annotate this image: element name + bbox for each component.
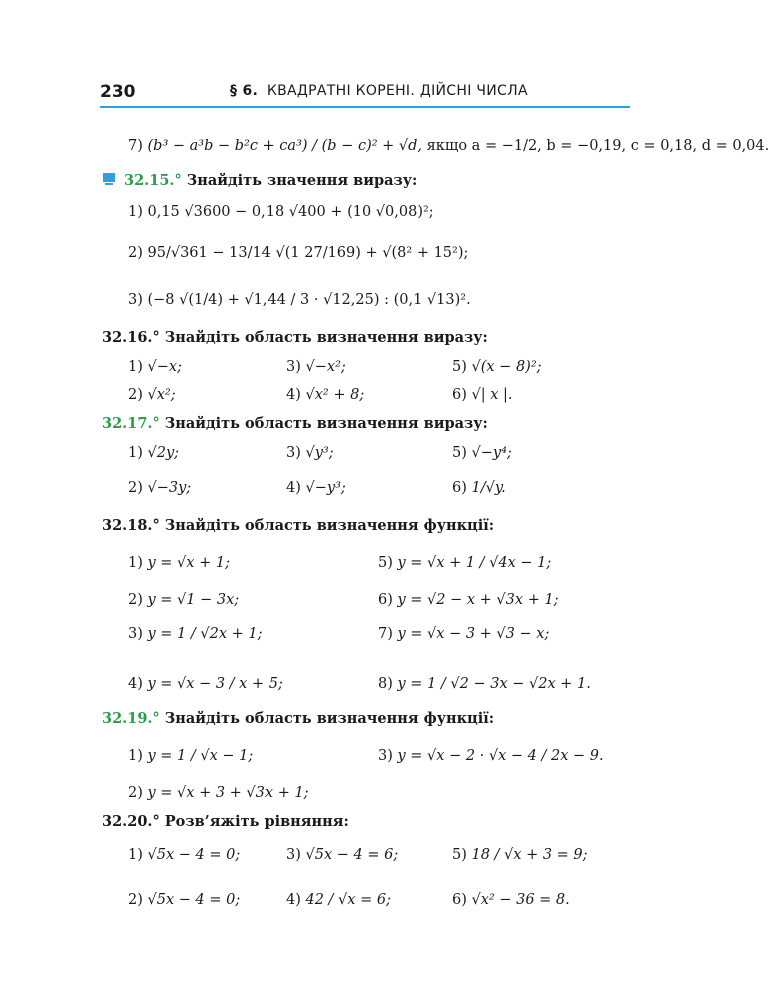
task-32-18-item-6 — [378, 590, 559, 610]
task-32-20-item-2 — [128, 890, 240, 910]
item-expr: √| x |. — [471, 387, 513, 403]
task-32-17-item-3 — [286, 443, 334, 463]
item-expr: y = 1 / √x − 1; — [147, 748, 254, 764]
item-label: 5) — [452, 445, 467, 461]
item-expr: √−x²; — [305, 359, 346, 375]
item-label: 3) — [286, 359, 301, 375]
task-32-16-item-2 — [128, 385, 176, 405]
item-label: 1) — [128, 445, 143, 461]
task-number: 32.16.° — [102, 329, 160, 346]
item-expr: √x² − 36 = 8. — [471, 892, 570, 908]
task-32-15-item-2 — [128, 243, 468, 263]
task-32-19-item-3 — [378, 746, 604, 766]
item-expr: 0,15 √3600 − 0,18 √400 + (10 √0,08)²; — [147, 204, 434, 220]
task-title: Знайдіть область визначення функції: — [164, 710, 495, 727]
task-32-18-item-8 — [378, 674, 591, 694]
item-expr: √−y³; — [305, 480, 346, 496]
task-32-15-item-3 — [128, 290, 471, 310]
item-expr: √−3y; — [147, 480, 192, 496]
task-title: Розв’яжіть рівняння: — [164, 813, 349, 830]
item-expr: y = √x + 1 / √4x − 1; — [397, 555, 552, 571]
page-number: 230 — [100, 82, 136, 102]
item-expr: √5x − 4 = 0; — [147, 847, 241, 863]
computer-icon — [102, 172, 116, 186]
item-expr: (−8 √(1/4) + √1,44 / 3 · √12,25) : (0,1 √13)². — [147, 292, 471, 308]
item-expr: y = √x − 2 · √x − 4 / 2x − 9. — [397, 748, 604, 764]
item-label: 3) — [286, 847, 301, 863]
item-label: 2) — [128, 245, 143, 261]
item-expr: 42 / √x = 6; — [305, 892, 391, 908]
item-expr: √−y⁴; — [471, 445, 512, 461]
item-label: 2) — [128, 785, 143, 801]
item-expr: y = √2 − x + √3x + 1; — [397, 592, 559, 608]
task-32-18-item-5 — [378, 553, 551, 573]
task-32-16-item-4 — [286, 385, 364, 405]
section-title — [230, 83, 528, 99]
task-32-20-item-3 — [286, 845, 398, 865]
item-label: 3) — [128, 626, 143, 642]
section-mark: § 6. — [230, 83, 259, 99]
item-7-condition: якщо a = −1/2, b = −0,19, c = 0,18, d = 0,04. — [426, 138, 769, 154]
task-32-20-item-5 — [452, 845, 588, 865]
task-32-20-header — [102, 812, 349, 832]
item-label: 1) — [128, 359, 143, 375]
item-label: 5) — [452, 359, 467, 375]
item-label: 4) — [286, 387, 301, 403]
item-label: 2) — [128, 387, 143, 403]
item-label: 7) — [378, 626, 393, 642]
task-32-18-item-1 — [128, 553, 230, 573]
task-32-20-item-1 — [128, 845, 240, 865]
item-label: 3) — [286, 445, 301, 461]
task-32-17-item-4 — [286, 478, 346, 498]
task-32-17-header — [102, 414, 488, 434]
item-label: 6) — [452, 480, 467, 496]
item-expr: y = √x − 3 / x + 5; — [147, 676, 283, 692]
item-label: 2) — [128, 892, 143, 908]
task-32-17-item-2 — [128, 478, 191, 498]
task-title: Знайдіть значення виразу: — [186, 172, 418, 189]
page-header — [100, 78, 630, 108]
task-number: 32.19.° — [102, 710, 160, 727]
item-label: 8) — [378, 676, 393, 692]
item-label: 1) — [128, 204, 143, 220]
item-label: 6) — [378, 592, 393, 608]
task-32-17-item-1 — [128, 443, 179, 463]
section-title-text: КВАДРАТНІ КОРЕНІ. ДІЙСНІ ЧИСЛА — [266, 83, 528, 99]
task-title: Знайдіть область визначення виразу: — [164, 415, 488, 432]
item-label: 6) — [452, 892, 467, 908]
task-32-18-item-7 — [378, 624, 549, 644]
item-label: 4) — [128, 676, 143, 692]
task-32-16-item-3 — [286, 357, 346, 377]
item-expr: y = √x + 1; — [147, 555, 230, 571]
item-expr: y = √x − 3 + √3 − x; — [397, 626, 550, 642]
task-32-16-item-1 — [128, 357, 182, 377]
task-32-19-item-2 — [128, 783, 309, 803]
task-32-18-header — [102, 516, 494, 536]
item-label: 2) — [128, 480, 143, 496]
item-expr: √x²; — [147, 387, 176, 403]
task-32-17-item-5 — [452, 443, 512, 463]
item-7-expr: (b³ − a³b − b²c + ca³) / (b − c)² + √d, — [147, 138, 423, 154]
item-label: 3) — [128, 292, 143, 308]
task-32-20-item-6 — [452, 890, 570, 910]
task-32-16-item-6 — [452, 385, 513, 405]
item-expr: √5x − 4 = 6; — [305, 847, 399, 863]
task-32-17-item-6 — [452, 478, 506, 498]
item-label: 5) — [378, 555, 393, 571]
item-expr: 95/√361 − 13/14 √(1 27/169) + √(8² + 15²); — [147, 245, 469, 261]
item-expr: √y³; — [305, 445, 334, 461]
item-label: 1) — [128, 847, 143, 863]
task-number: 32.17.° — [102, 415, 160, 432]
task-32-20-item-4 — [286, 890, 391, 910]
task-32-16-item-5 — [452, 357, 542, 377]
item-label: 5) — [452, 847, 467, 863]
item-expr: √2y; — [147, 445, 180, 461]
item-expr: y = √1 − 3x; — [147, 592, 240, 608]
task-number: 32.18.° — [102, 517, 160, 534]
task-32-16-header — [102, 328, 488, 348]
task-title: Знайдіть область визначення функції: — [164, 517, 495, 534]
task-title: Знайдіть область визначення виразу: — [164, 329, 488, 346]
item-label: 6) — [452, 387, 467, 403]
item-label: 4) — [286, 480, 301, 496]
item-expr: 1/√y. — [471, 480, 506, 496]
task-32-15-item-1 — [128, 202, 434, 222]
item-expr: 18 / √x + 3 = 9; — [471, 847, 588, 863]
task-number: 32.15.° — [124, 172, 182, 189]
item-label: 2) — [128, 592, 143, 608]
item-expr: √(x − 8)²; — [471, 359, 542, 375]
item-expr: √x² + 8; — [305, 387, 365, 403]
item-7-label: 7) — [128, 138, 143, 154]
item-expr: y = 1 / √2 − 3x − √2x + 1. — [397, 676, 591, 692]
task-32-18-item-2 — [128, 590, 239, 610]
item-label: 4) — [286, 892, 301, 908]
task-32-18-item-4 — [128, 674, 283, 694]
task-number: 32.20.° — [102, 813, 160, 830]
item-expr: y = 1 / √2x + 1; — [147, 626, 263, 642]
item-expr: y = √x + 3 + √3x + 1; — [147, 785, 309, 801]
item-label: 1) — [128, 555, 143, 571]
task-32-19-item-1 — [128, 746, 253, 766]
item-7 — [128, 136, 769, 156]
item-label: 3) — [378, 748, 393, 764]
item-expr: √−x; — [147, 359, 182, 375]
task-32-15-header — [124, 171, 417, 191]
item-expr: √5x − 4 = 0; — [147, 892, 241, 908]
task-32-18-item-3 — [128, 624, 263, 644]
task-32-19-header — [102, 709, 494, 729]
item-label: 1) — [128, 748, 143, 764]
